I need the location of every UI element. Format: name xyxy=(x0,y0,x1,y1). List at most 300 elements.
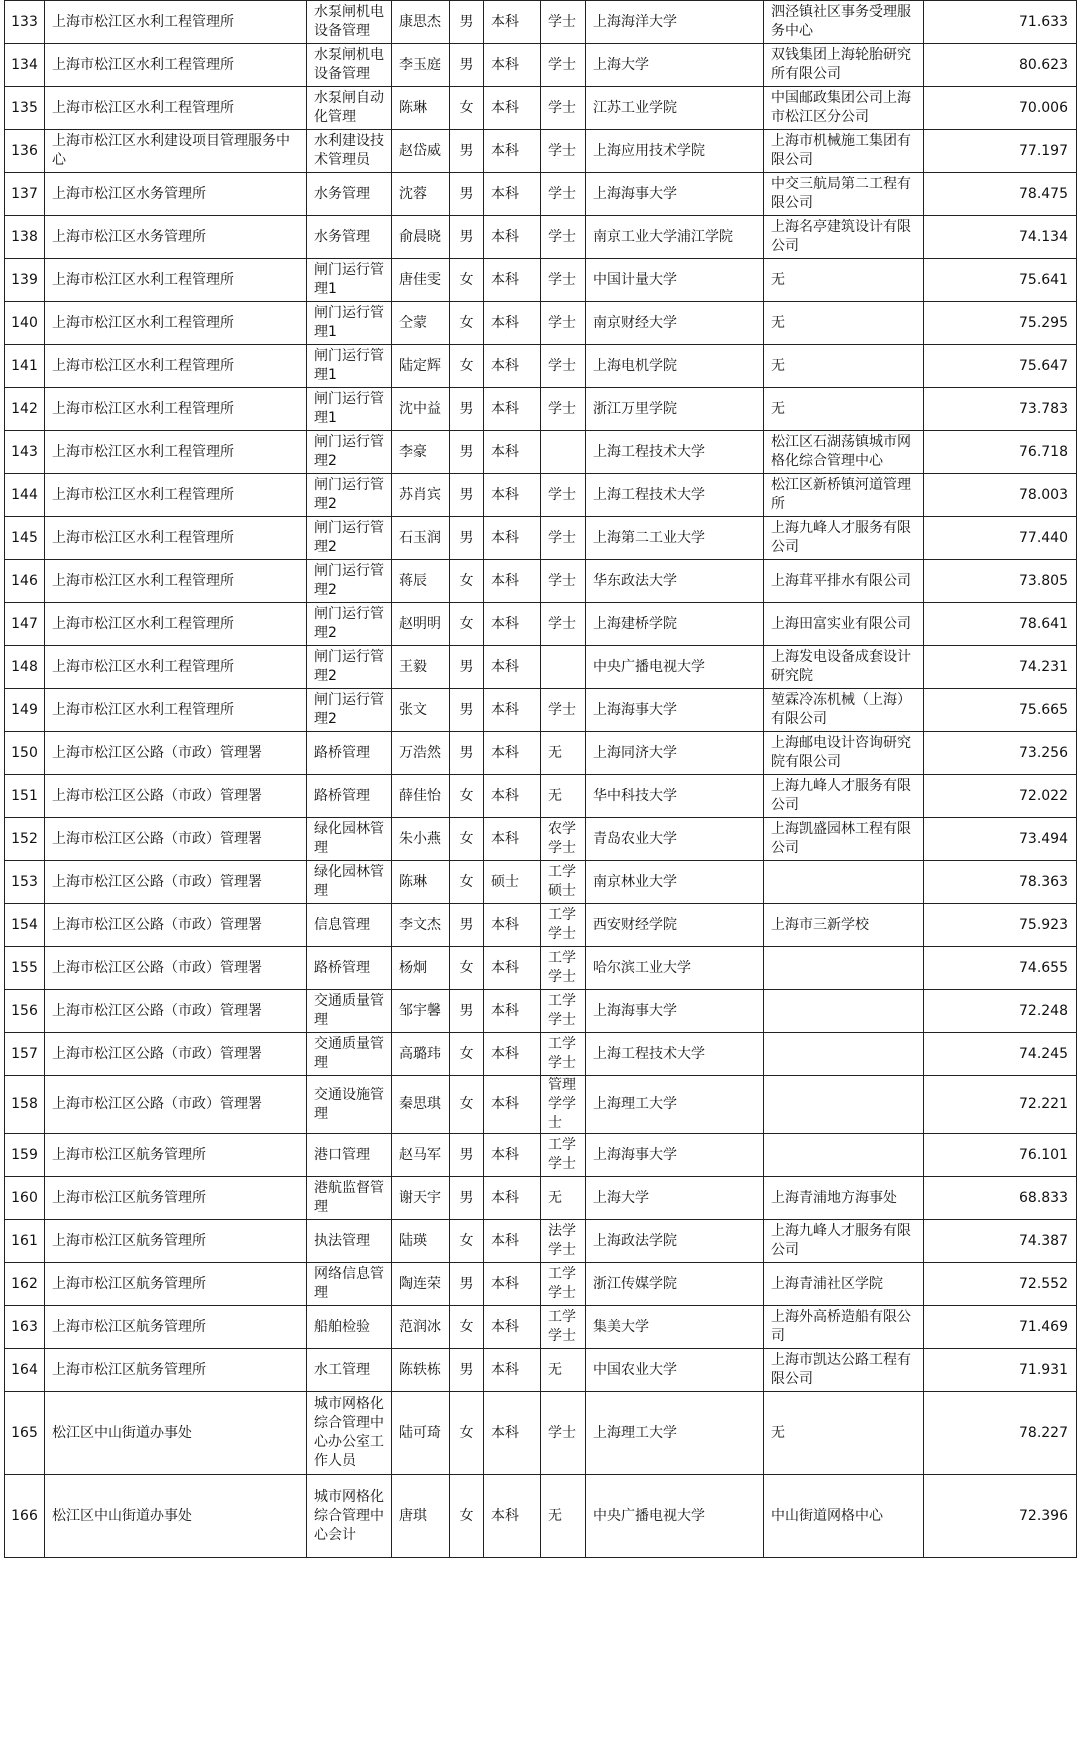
table-row xyxy=(5,87,1077,130)
school-cell: 上海政法学院 xyxy=(586,1220,764,1263)
employer-cell: 中交三航局第二工程有限公司 xyxy=(764,173,924,216)
row-number: 162 xyxy=(5,1263,45,1306)
row-number: 163 xyxy=(5,1306,45,1349)
name-cell: 石玉润 xyxy=(392,517,450,560)
post-cell: 闸门运行管理1 xyxy=(307,259,392,302)
employer-cell: 松江区石湖荡镇城市网格化综合管理中心 xyxy=(764,431,924,474)
table-row xyxy=(5,130,1077,173)
score-cell: 74.655 xyxy=(924,947,1077,990)
school-cell: 上海大学 xyxy=(586,44,764,87)
school-cell: 江苏工业学院 xyxy=(586,87,764,130)
row-number: 164 xyxy=(5,1349,45,1392)
table-row xyxy=(5,173,1077,216)
degree-cell: 无 xyxy=(541,1349,586,1392)
table-row xyxy=(5,861,1077,904)
unit-cell: 上海市松江区航务管理所 xyxy=(45,1263,307,1306)
score-cell: 75.295 xyxy=(924,302,1077,345)
education-cell: 本科 xyxy=(484,431,541,474)
score-cell: 77.197 xyxy=(924,130,1077,173)
name-cell: 张文 xyxy=(392,689,450,732)
table-row xyxy=(5,216,1077,259)
education-cell: 本科 xyxy=(484,1392,541,1475)
row-number: 146 xyxy=(5,560,45,603)
score-cell: 78.641 xyxy=(924,603,1077,646)
school-cell: 哈尔滨工业大学 xyxy=(586,947,764,990)
score-cell: 75.665 xyxy=(924,689,1077,732)
degree-cell: 学士 xyxy=(541,1,586,44)
post-cell: 闸门运行管理2 xyxy=(307,646,392,689)
table-row xyxy=(5,1392,1077,1475)
school-cell: 上海理工大学 xyxy=(586,1076,764,1134)
unit-cell: 上海市松江区水利工程管理所 xyxy=(45,517,307,560)
post-cell: 路桥管理 xyxy=(307,732,392,775)
gender-cell: 男 xyxy=(450,517,484,560)
table-row xyxy=(5,1349,1077,1392)
post-cell: 水利建设技术管理员 xyxy=(307,130,392,173)
education-cell: 硕士 xyxy=(484,861,541,904)
row-number: 156 xyxy=(5,990,45,1033)
gender-cell: 男 xyxy=(450,689,484,732)
employer-cell: 上海市凯达公路工程有限公司 xyxy=(764,1349,924,1392)
employer-cell: 上海凯盛园林工程有限公司 xyxy=(764,818,924,861)
name-cell: 高璐玮 xyxy=(392,1033,450,1076)
education-cell: 本科 xyxy=(484,1,541,44)
employer-cell: 无 xyxy=(764,345,924,388)
gender-cell: 男 xyxy=(450,732,484,775)
post-cell: 水工管理 xyxy=(307,1349,392,1392)
name-cell: 邹宇馨 xyxy=(392,990,450,1033)
name-cell: 唐佳雯 xyxy=(392,259,450,302)
school-cell: 上海电机学院 xyxy=(586,345,764,388)
table-row xyxy=(5,388,1077,431)
row-number: 145 xyxy=(5,517,45,560)
gender-cell: 女 xyxy=(450,345,484,388)
employer-cell: 上海市三新学校 xyxy=(764,904,924,947)
school-cell: 上海应用技术学院 xyxy=(586,130,764,173)
row-number: 147 xyxy=(5,603,45,646)
degree-cell: 学士 xyxy=(541,1392,586,1475)
school-cell: 上海大学 xyxy=(586,1177,764,1220)
gender-cell: 女 xyxy=(450,1076,484,1134)
education-cell: 本科 xyxy=(484,1134,541,1177)
education-cell: 本科 xyxy=(484,216,541,259)
education-cell: 本科 xyxy=(484,646,541,689)
degree-cell: 无 xyxy=(541,1475,586,1558)
unit-cell: 上海市松江区水利工程管理所 xyxy=(45,44,307,87)
degree-cell: 无 xyxy=(541,775,586,818)
score-cell: 73.805 xyxy=(924,560,1077,603)
gender-cell: 女 xyxy=(450,1220,484,1263)
gender-cell: 男 xyxy=(450,431,484,474)
table-row xyxy=(5,345,1077,388)
name-cell: 薛佳怡 xyxy=(392,775,450,818)
table-row xyxy=(5,775,1077,818)
table-row xyxy=(5,431,1077,474)
unit-cell: 上海市松江区水利工程管理所 xyxy=(45,646,307,689)
candidate-table xyxy=(4,0,1077,1558)
education-cell: 本科 xyxy=(484,689,541,732)
degree-cell: 学士 xyxy=(541,302,586,345)
name-cell: 赵马军 xyxy=(392,1134,450,1177)
score-cell: 72.552 xyxy=(924,1263,1077,1306)
school-cell: 集美大学 xyxy=(586,1306,764,1349)
table-row xyxy=(5,474,1077,517)
degree-cell: 学士 xyxy=(541,603,586,646)
row-number: 151 xyxy=(5,775,45,818)
degree-cell: 工学学士 xyxy=(541,1263,586,1306)
employer-cell xyxy=(764,1033,924,1076)
unit-cell: 上海市松江区水务管理所 xyxy=(45,216,307,259)
name-cell: 陈轶栋 xyxy=(392,1349,450,1392)
score-cell: 73.494 xyxy=(924,818,1077,861)
gender-cell: 女 xyxy=(450,1475,484,1558)
score-cell: 78.475 xyxy=(924,173,1077,216)
employer-cell: 上海九峰人才服务有限公司 xyxy=(764,1220,924,1263)
degree-cell: 学士 xyxy=(541,689,586,732)
employer-cell xyxy=(764,947,924,990)
score-cell: 70.006 xyxy=(924,87,1077,130)
score-cell: 71.469 xyxy=(924,1306,1077,1349)
name-cell: 俞晨晓 xyxy=(392,216,450,259)
education-cell: 本科 xyxy=(484,474,541,517)
degree-cell: 学士 xyxy=(541,388,586,431)
education-cell: 本科 xyxy=(484,302,541,345)
score-cell: 72.022 xyxy=(924,775,1077,818)
name-cell: 仝蒙 xyxy=(392,302,450,345)
score-cell: 76.101 xyxy=(924,1134,1077,1177)
education-cell: 本科 xyxy=(484,517,541,560)
post-cell: 闸门运行管理2 xyxy=(307,689,392,732)
score-cell: 78.363 xyxy=(924,861,1077,904)
school-cell: 上海建桥学院 xyxy=(586,603,764,646)
unit-cell: 上海市松江区公路（市政）管理署 xyxy=(45,818,307,861)
post-cell: 闸门运行管理2 xyxy=(307,431,392,474)
degree-cell: 学士 xyxy=(541,560,586,603)
education-cell: 本科 xyxy=(484,388,541,431)
degree-cell: 工学学士 xyxy=(541,990,586,1033)
score-cell: 74.134 xyxy=(924,216,1077,259)
table-row xyxy=(5,517,1077,560)
degree-cell: 学士 xyxy=(541,259,586,302)
employer-cell xyxy=(764,1076,924,1134)
row-number: 152 xyxy=(5,818,45,861)
score-cell: 78.227 xyxy=(924,1392,1077,1475)
post-cell: 交通设施管理 xyxy=(307,1076,392,1134)
name-cell: 李玉庭 xyxy=(392,44,450,87)
gender-cell: 男 xyxy=(450,990,484,1033)
school-cell: 上海理工大学 xyxy=(586,1392,764,1475)
row-number: 133 xyxy=(5,1,45,44)
gender-cell: 男 xyxy=(450,1349,484,1392)
row-number: 148 xyxy=(5,646,45,689)
employer-cell xyxy=(764,1134,924,1177)
row-number: 140 xyxy=(5,302,45,345)
school-cell: 上海同济大学 xyxy=(586,732,764,775)
name-cell: 朱小燕 xyxy=(392,818,450,861)
employer-cell: 上海外高桥造船有限公司 xyxy=(764,1306,924,1349)
gender-cell: 男 xyxy=(450,216,484,259)
degree-cell: 学士 xyxy=(541,173,586,216)
employer-cell: 上海邮电设计咨询研究院有限公司 xyxy=(764,732,924,775)
name-cell: 陈琳 xyxy=(392,87,450,130)
degree-cell: 学士 xyxy=(541,44,586,87)
row-number: 160 xyxy=(5,1177,45,1220)
row-number: 135 xyxy=(5,87,45,130)
name-cell: 李文杰 xyxy=(392,904,450,947)
gender-cell: 女 xyxy=(450,775,484,818)
post-cell: 闸门运行管理2 xyxy=(307,517,392,560)
gender-cell: 男 xyxy=(450,904,484,947)
table-row xyxy=(5,1134,1077,1177)
employer-cell: 上海发电设备成套设计研究院 xyxy=(764,646,924,689)
post-cell: 交通质量管理 xyxy=(307,1033,392,1076)
degree-cell xyxy=(541,646,586,689)
table-row xyxy=(5,990,1077,1033)
name-cell: 万浩然 xyxy=(392,732,450,775)
employer-cell: 上海市机械施工集团有限公司 xyxy=(764,130,924,173)
employer-cell xyxy=(764,861,924,904)
employer-cell: 中国邮政集团公司上海市松江区分公司 xyxy=(764,87,924,130)
score-cell: 68.833 xyxy=(924,1177,1077,1220)
row-number: 150 xyxy=(5,732,45,775)
employer-cell: 无 xyxy=(764,302,924,345)
table-row xyxy=(5,947,1077,990)
education-cell: 本科 xyxy=(484,818,541,861)
score-cell: 74.231 xyxy=(924,646,1077,689)
degree-cell: 学士 xyxy=(541,345,586,388)
school-cell: 上海海事大学 xyxy=(586,990,764,1033)
gender-cell: 女 xyxy=(450,1033,484,1076)
education-cell: 本科 xyxy=(484,259,541,302)
gender-cell: 女 xyxy=(450,302,484,345)
unit-cell: 上海市松江区水利工程管理所 xyxy=(45,560,307,603)
table-row xyxy=(5,732,1077,775)
education-cell: 本科 xyxy=(484,1263,541,1306)
gender-cell: 女 xyxy=(450,259,484,302)
row-number: 141 xyxy=(5,345,45,388)
degree-cell: 工学学士 xyxy=(541,947,586,990)
table-row xyxy=(5,560,1077,603)
row-number: 137 xyxy=(5,173,45,216)
post-cell: 闸门运行管理1 xyxy=(307,388,392,431)
unit-cell: 上海市松江区水利工程管理所 xyxy=(45,345,307,388)
post-cell: 水泵闸机电设备管理 xyxy=(307,1,392,44)
school-cell: 上海工程技术大学 xyxy=(586,431,764,474)
degree-cell: 学士 xyxy=(541,87,586,130)
post-cell: 城市网格化综合管理中心会计 xyxy=(307,1475,392,1558)
gender-cell: 男 xyxy=(450,44,484,87)
table-row xyxy=(5,1,1077,44)
gender-cell: 女 xyxy=(450,947,484,990)
school-cell: 中国计量大学 xyxy=(586,259,764,302)
unit-cell: 上海市松江区水利工程管理所 xyxy=(45,431,307,474)
employer-cell: 上海青浦地方海事处 xyxy=(764,1177,924,1220)
school-cell: 浙江万里学院 xyxy=(586,388,764,431)
score-cell: 73.783 xyxy=(924,388,1077,431)
education-cell: 本科 xyxy=(484,87,541,130)
degree-cell: 工学学士 xyxy=(541,1134,586,1177)
table-row xyxy=(5,1033,1077,1076)
employer-cell: 泗泾镇社区事务受理服务中心 xyxy=(764,1,924,44)
school-cell: 上海第二工业大学 xyxy=(586,517,764,560)
row-number: 166 xyxy=(5,1475,45,1558)
degree-cell: 农学学士 xyxy=(541,818,586,861)
name-cell: 范润冰 xyxy=(392,1306,450,1349)
gender-cell: 女 xyxy=(450,1392,484,1475)
table-row xyxy=(5,1263,1077,1306)
score-cell: 77.440 xyxy=(924,517,1077,560)
school-cell: 上海海事大学 xyxy=(586,173,764,216)
employer-cell: 上海青浦社区学院 xyxy=(764,1263,924,1306)
row-number: 139 xyxy=(5,259,45,302)
education-cell: 本科 xyxy=(484,990,541,1033)
name-cell: 沈蓉 xyxy=(392,173,450,216)
school-cell: 浙江传媒学院 xyxy=(586,1263,764,1306)
education-cell: 本科 xyxy=(484,603,541,646)
unit-cell: 上海市松江区水利工程管理所 xyxy=(45,87,307,130)
education-cell: 本科 xyxy=(484,1220,541,1263)
school-cell: 中国农业大学 xyxy=(586,1349,764,1392)
degree-cell: 学士 xyxy=(541,216,586,259)
name-cell: 赵明明 xyxy=(392,603,450,646)
score-cell: 72.248 xyxy=(924,990,1077,1033)
row-number: 165 xyxy=(5,1392,45,1475)
degree-cell: 工学学士 xyxy=(541,904,586,947)
name-cell: 杨炯 xyxy=(392,947,450,990)
gender-cell: 男 xyxy=(450,388,484,431)
name-cell: 陶连荣 xyxy=(392,1263,450,1306)
education-cell: 本科 xyxy=(484,560,541,603)
education-cell: 本科 xyxy=(484,44,541,87)
school-cell: 华东政法大学 xyxy=(586,560,764,603)
degree-cell: 工学学士 xyxy=(541,1306,586,1349)
degree-cell: 学士 xyxy=(541,517,586,560)
school-cell: 南京工业大学浦江学院 xyxy=(586,216,764,259)
school-cell: 华中科技大学 xyxy=(586,775,764,818)
post-cell: 闸门运行管理2 xyxy=(307,560,392,603)
row-number: 149 xyxy=(5,689,45,732)
unit-cell: 上海市松江区水利工程管理所 xyxy=(45,603,307,646)
post-cell: 路桥管理 xyxy=(307,775,392,818)
employer-cell: 双钱集团上海轮胎研究所有限公司 xyxy=(764,44,924,87)
education-cell: 本科 xyxy=(484,1475,541,1558)
row-number: 143 xyxy=(5,431,45,474)
school-cell: 西安财经学院 xyxy=(586,904,764,947)
row-number: 142 xyxy=(5,388,45,431)
name-cell: 陆瑛 xyxy=(392,1220,450,1263)
name-cell: 谢天宇 xyxy=(392,1177,450,1220)
table-row xyxy=(5,1475,1077,1558)
gender-cell: 男 xyxy=(450,1177,484,1220)
education-cell: 本科 xyxy=(484,130,541,173)
name-cell: 康思杰 xyxy=(392,1,450,44)
post-cell: 闸门运行管理2 xyxy=(307,474,392,517)
row-number: 155 xyxy=(5,947,45,990)
score-cell: 74.387 xyxy=(924,1220,1077,1263)
post-cell: 船舶检验 xyxy=(307,1306,392,1349)
row-number: 157 xyxy=(5,1033,45,1076)
degree-cell: 工学学士 xyxy=(541,1033,586,1076)
unit-cell: 上海市松江区水务管理所 xyxy=(45,173,307,216)
score-cell: 71.931 xyxy=(924,1349,1077,1392)
degree-cell xyxy=(541,431,586,474)
score-cell: 80.623 xyxy=(924,44,1077,87)
gender-cell: 男 xyxy=(450,646,484,689)
gender-cell: 男 xyxy=(450,1263,484,1306)
education-cell: 本科 xyxy=(484,732,541,775)
unit-cell: 上海市松江区航务管理所 xyxy=(45,1177,307,1220)
post-cell: 水务管理 xyxy=(307,173,392,216)
name-cell: 陈琳 xyxy=(392,861,450,904)
unit-cell: 上海市松江区航务管理所 xyxy=(45,1134,307,1177)
gender-cell: 女 xyxy=(450,603,484,646)
table-row xyxy=(5,44,1077,87)
gender-cell: 女 xyxy=(450,1306,484,1349)
table-row xyxy=(5,1220,1077,1263)
unit-cell: 上海市松江区水利工程管理所 xyxy=(45,474,307,517)
row-number: 134 xyxy=(5,44,45,87)
gender-cell: 女 xyxy=(450,560,484,603)
row-number: 144 xyxy=(5,474,45,517)
degree-cell: 管理学学士 xyxy=(541,1076,586,1134)
employer-cell: 堃霖冷冻机械（上海）有限公司 xyxy=(764,689,924,732)
gender-cell: 男 xyxy=(450,474,484,517)
post-cell: 执法管理 xyxy=(307,1220,392,1263)
unit-cell: 上海市松江区公路（市政）管理署 xyxy=(45,861,307,904)
score-cell: 72.221 xyxy=(924,1076,1077,1134)
unit-cell: 松江区中山街道办事处 xyxy=(45,1392,307,1475)
post-cell: 交通质量管理 xyxy=(307,990,392,1033)
unit-cell: 上海市松江区公路（市政）管理署 xyxy=(45,1076,307,1134)
unit-cell: 上海市松江区水利工程管理所 xyxy=(45,1,307,44)
education-cell: 本科 xyxy=(484,173,541,216)
employer-cell: 无 xyxy=(764,388,924,431)
post-cell: 水泵闸机电设备管理 xyxy=(307,44,392,87)
education-cell: 本科 xyxy=(484,1076,541,1134)
score-cell: 71.633 xyxy=(924,1,1077,44)
name-cell: 蒋辰 xyxy=(392,560,450,603)
table-row xyxy=(5,603,1077,646)
post-cell: 绿化园林管理 xyxy=(307,861,392,904)
table-row xyxy=(5,1177,1077,1220)
post-cell: 水务管理 xyxy=(307,216,392,259)
unit-cell: 上海市松江区水利建设项目管理服务中心 xyxy=(45,130,307,173)
unit-cell: 上海市松江区水利工程管理所 xyxy=(45,259,307,302)
degree-cell: 无 xyxy=(541,732,586,775)
score-cell: 74.245 xyxy=(924,1033,1077,1076)
post-cell: 城市网格化综合管理中心办公室工作人员 xyxy=(307,1392,392,1475)
unit-cell: 上海市松江区公路（市政）管理署 xyxy=(45,947,307,990)
school-cell: 上海海洋大学 xyxy=(586,1,764,44)
education-cell: 本科 xyxy=(484,1349,541,1392)
education-cell: 本科 xyxy=(484,904,541,947)
score-cell: 75.923 xyxy=(924,904,1077,947)
post-cell: 绿化园林管理 xyxy=(307,818,392,861)
table-row xyxy=(5,302,1077,345)
row-number: 161 xyxy=(5,1220,45,1263)
education-cell: 本科 xyxy=(484,1177,541,1220)
name-cell: 苏肖宾 xyxy=(392,474,450,517)
employer-cell xyxy=(764,990,924,1033)
name-cell: 李豪 xyxy=(392,431,450,474)
education-cell: 本科 xyxy=(484,775,541,818)
row-number: 154 xyxy=(5,904,45,947)
score-cell: 76.718 xyxy=(924,431,1077,474)
education-cell: 本科 xyxy=(484,1033,541,1076)
name-cell: 赵岱威 xyxy=(392,130,450,173)
gender-cell: 男 xyxy=(450,1134,484,1177)
score-cell: 73.256 xyxy=(924,732,1077,775)
